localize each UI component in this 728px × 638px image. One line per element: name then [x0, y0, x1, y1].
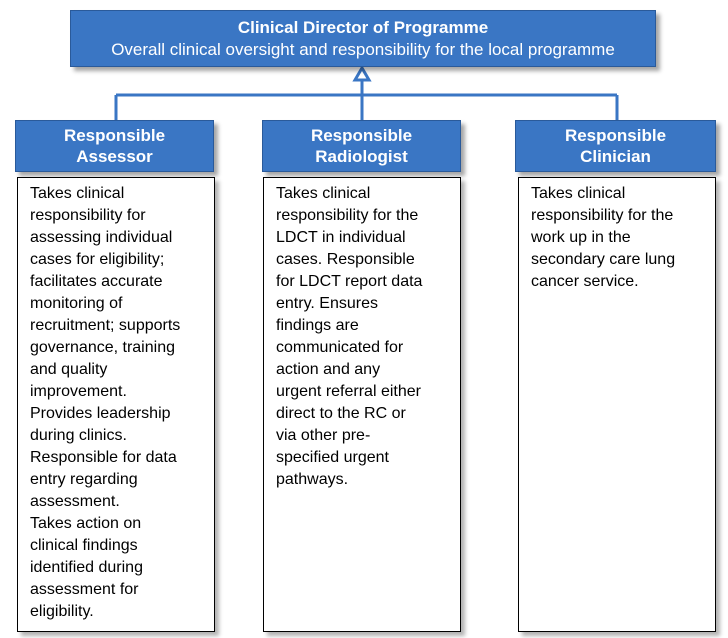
role-description-radiologist	[263, 177, 461, 632]
connector-arrowhead	[355, 68, 369, 80]
description-line: pathways.	[276, 471, 349, 488]
description-line: findings are	[276, 317, 359, 334]
description-line: assessing individual	[30, 229, 173, 246]
description-line: during clinics.	[30, 427, 127, 444]
description-line: governance, training	[30, 339, 175, 356]
description-line: LDCT in individual	[276, 229, 406, 246]
description-line: responsibility for the	[531, 207, 674, 224]
description-line: and quality	[30, 361, 108, 378]
description-line: assessment.	[30, 493, 120, 510]
description-line: Responsible for data	[30, 449, 177, 466]
role-description-clinician	[518, 177, 716, 632]
description-line: urgent referral either	[276, 383, 421, 400]
role-heading-line: Responsible	[564, 126, 667, 145]
description-line: cases. Responsible	[276, 251, 415, 268]
description-line: cancer service.	[531, 273, 639, 290]
role-heading-line: Responsible	[63, 126, 166, 145]
description-line: entry. Ensures	[276, 295, 378, 312]
role-heading-line: Radiologist	[315, 147, 408, 166]
description-line: Takes action on	[30, 515, 142, 532]
description-line: direct to the RC or	[276, 405, 406, 422]
description-line: responsibility for the	[276, 207, 419, 224]
role-description-assessor	[17, 177, 215, 632]
description-line: monitoring of	[30, 295, 123, 312]
description-line: entry regarding	[30, 471, 138, 488]
description-line: for LDCT report data	[276, 273, 423, 290]
description-line: Takes clinical	[30, 185, 125, 202]
description-line: Takes clinical	[531, 185, 626, 202]
clinical-director-box	[70, 10, 656, 67]
description-line: improvement.	[30, 383, 127, 400]
description-line: clinical findings	[30, 537, 138, 554]
role-heading-assessor	[15, 120, 214, 172]
description-line: assessment for	[30, 581, 139, 598]
description-line: cases for eligibility;	[30, 251, 165, 268]
description-line: eligibility.	[30, 603, 94, 620]
role-heading-radiologist	[262, 120, 461, 172]
description-line: identified during	[30, 559, 143, 576]
description-line: communicated for	[276, 339, 404, 356]
description-line: action and any	[276, 361, 381, 378]
description-line: recruitment; supports	[30, 317, 181, 334]
description-line: secondary care lung	[531, 251, 676, 268]
description-line: work up in the	[531, 229, 631, 246]
role-heading-line: Assessor	[76, 147, 153, 166]
description-line: facilitates accurate	[30, 273, 163, 290]
director-title: Clinical Director of Programme	[237, 18, 489, 37]
description-line: via other pre-	[276, 427, 371, 444]
description-line: Takes clinical	[276, 185, 371, 202]
description-line: specified urgent	[276, 449, 389, 466]
role-heading-line: Clinician	[580, 147, 651, 166]
description-line: responsibility for	[30, 207, 146, 224]
description-line: Provides leadership	[30, 405, 171, 422]
director-subtitle: Overall clinical oversight and responsibility for the local programme	[111, 40, 615, 59]
role-heading-clinician	[515, 120, 716, 172]
role-heading-line: Responsible	[310, 126, 413, 145]
